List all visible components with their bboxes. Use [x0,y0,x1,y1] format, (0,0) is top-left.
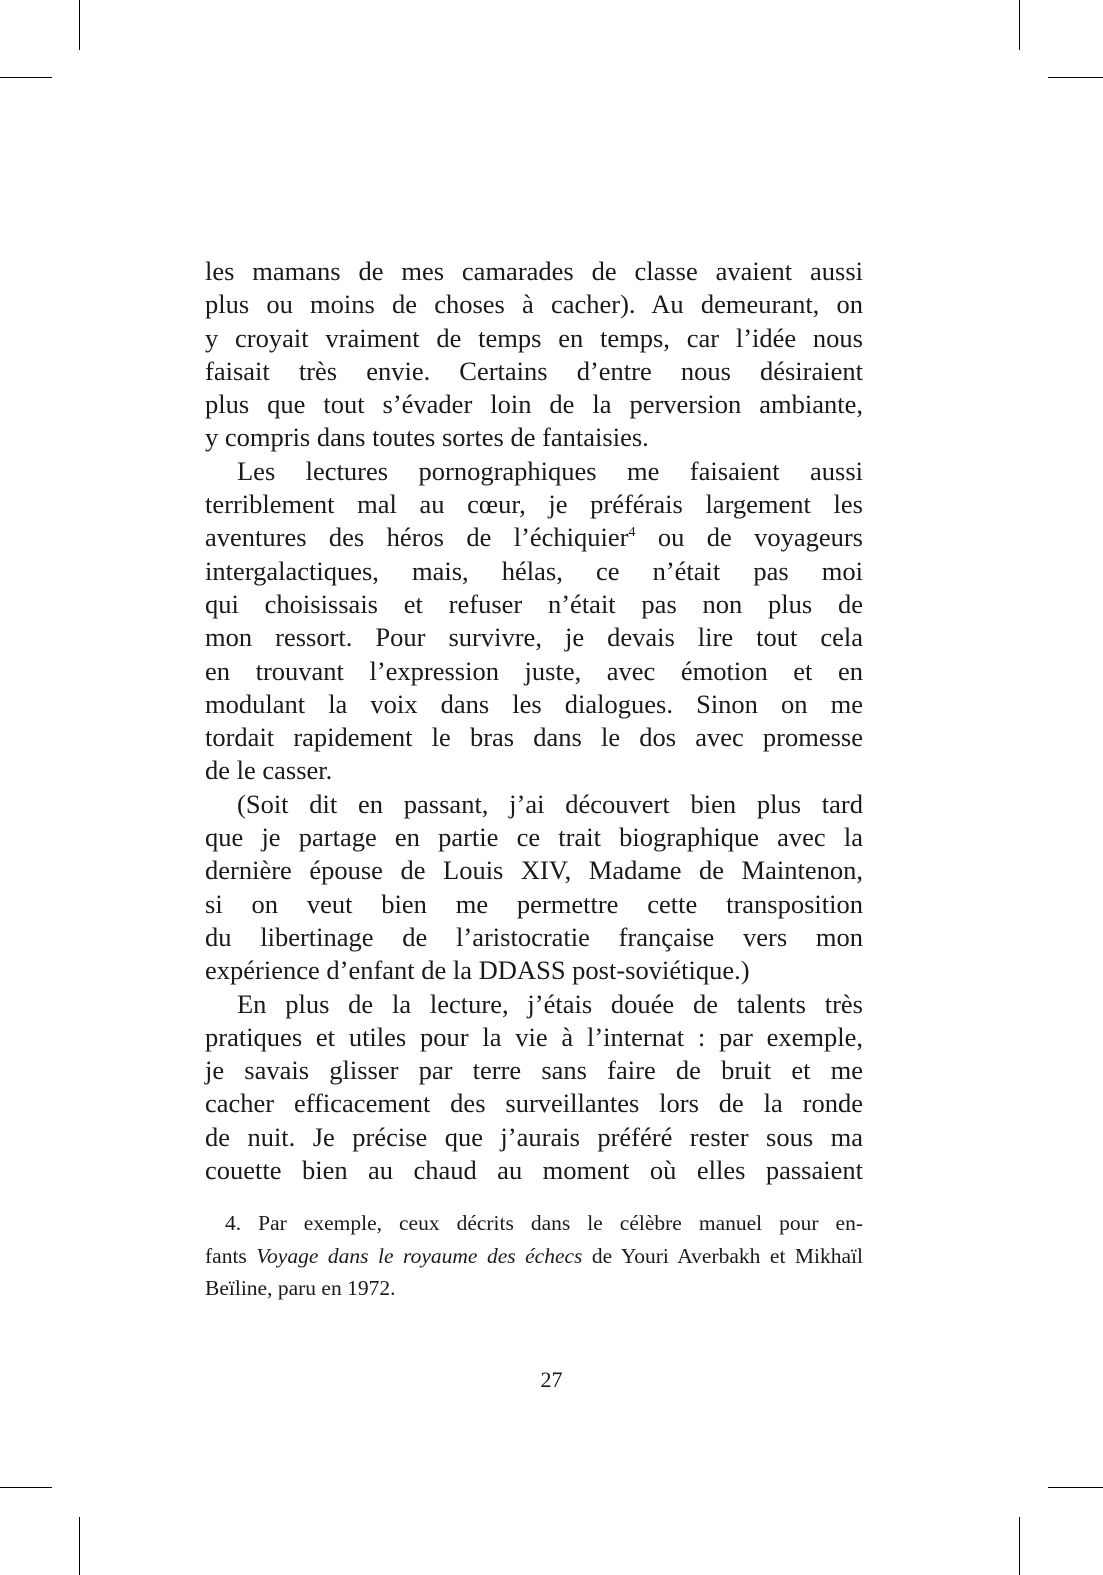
text-fragment: ou de voyageurs [635,522,863,553]
crop-mark [79,1517,80,1575]
crop-mark [1019,0,1020,50]
text-line: y croyait vraiment de temps en temps, car l’idée nous [205,322,863,353]
crop-mark [1048,1487,1103,1488]
text-line: plus ou moins de choses à cacher). Au demeurant, on [205,289,863,320]
text-line: En plus de la lecture, j’étais douée de talents très [237,988,863,1019]
text-line: tordait rapidement le bras dans le dos avec promesse [205,722,863,753]
footnote-reference[interactable]: 4 [628,525,636,541]
text-line: terriblement mal au cœur, je préférais largement les [205,489,863,520]
text-line: expérience d’enfant de la DDASS post-soviétique.) [205,955,750,986]
text-line: faisait très envie. Certains d’entre nous désiraient [205,355,863,386]
crop-mark [1048,77,1103,78]
text-line: Les lectures pornographiques me faisaient aussi [237,455,863,486]
footnote [205,1207,863,1305]
text-fragment: de Youri Averbakh et Mikhaïl [582,1243,863,1268]
text-line: (Soit dit en passant, j’ai découvert bien plus tard [237,788,863,819]
text-line: mon ressort. Pour survivre, je devais lire tout cela [205,622,863,653]
crop-mark [1019,1517,1020,1575]
text-fragment: aventures des héros de l’échiquier [205,522,629,553]
text-line: je savais glisser par terre sans faire de bruit et me [205,1055,863,1086]
text-line: dernière épouse de Louis XIV, Madame de Maintenon, [205,855,863,886]
text-line: plus que tout s’évader loin de la perversion ambiante, [205,389,863,420]
crop-mark [0,77,52,78]
body-text [205,255,863,1187]
text-line: couette bien au chaud au moment où elles passaient [205,1155,863,1186]
text-line: que je partage en partie ce trait biographique avec la [205,822,863,853]
text-line: si on veut bien me permettre cette transposition [205,888,863,919]
text-line: intergalactiques, mais, hélas, ce n’était pas moi [205,555,863,586]
page-number: 27 [540,1367,563,1392]
text-line: les mamans de mes camarades de classe avaient aussi [205,256,863,286]
footnote-line: 4. Par exemple, ceux décrits dans le célèbre manuel pour en- [225,1211,863,1235]
text-line: de le casser. [205,755,333,786]
crop-mark [0,1487,52,1488]
text-line: cacher efficacement des surveillantes lors de la ronde [205,1088,863,1119]
crop-mark [79,0,80,50]
text-line: du libertinage de l’aristocratie française vers mon [205,921,863,952]
text-line: qui choisissais et refuser n’était pas non plus de [205,588,863,619]
text-line: modulant la voix dans les dialogues. Sinon on me [205,688,863,719]
text-line: y compris dans toutes sortes de fantaisies. [205,422,649,453]
footnote-line [205,1240,863,1273]
text-line: pratiques et utiles pour la vie à l’internat : par exemple, [205,1021,863,1052]
footnote-line: Beïline, paru en 1972. [205,1276,396,1300]
text-fragment: fants [205,1243,257,1268]
text-line: de nuit. Je précise que j’aurais préféré rester sous ma [205,1121,863,1152]
text-line: en trouvant l’expression juste, avec émotion et en [205,655,863,686]
book-title: Voyage dans le royaume des échecs [256,1243,583,1268]
text-line [205,521,863,554]
